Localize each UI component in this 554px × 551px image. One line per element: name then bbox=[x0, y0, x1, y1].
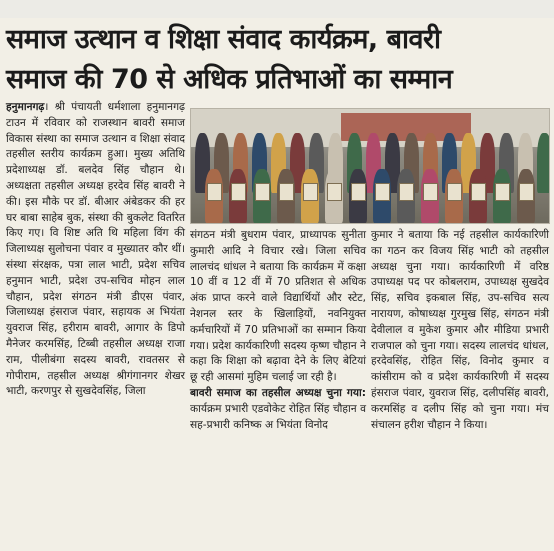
certificate-icon bbox=[399, 183, 414, 201]
certificate-icon bbox=[495, 183, 510, 201]
certificate-icon bbox=[471, 183, 486, 201]
article-column-3 bbox=[371, 228, 549, 433]
column-2-subhead: बावरी समाज का तहसील अध्यक्ष चुना गया: bbox=[190, 386, 366, 399]
article-column-2 bbox=[190, 228, 366, 433]
page-top-strip bbox=[0, 0, 554, 18]
headline-line-1: समाज उत्थान व शिक्षा संवाद कार्यक्रम, बावरी bbox=[6, 24, 441, 55]
headline-line-2: समाज की 70 से अधिक प्रतिभाओं का सम्मान bbox=[6, 64, 453, 95]
certificate-icon bbox=[351, 183, 366, 201]
certificate-icon bbox=[255, 183, 270, 201]
certificate-icon bbox=[279, 183, 294, 201]
certificate-icon bbox=[375, 183, 390, 201]
photo-person bbox=[537, 133, 550, 193]
certificate-icon bbox=[303, 183, 318, 201]
certificate-icon bbox=[447, 183, 462, 201]
column-3-text: कुमार ने बताया कि नई तहसील कार्यकारिणी का गठन कर विजय सिंह भाटी को तहसील अध्यक्ष चुना गया। कार्यकारिणी में वरिष्ठ उपाध्यक्ष पद पर कोबलराम, उपाध्यक्ष सुखदेव सिंह, सचिव इकबाल सिंह, उप-सचिव सत्य नारायण, कोषाध्यक्ष गुरमुख सिंह, संगठन मंत्री देवीलाल व मुकेश कुमार और मीडिया प्रभारी राजपाल को चुना गया। सदस्य लालचंद धांधल, हरदेवसिंह, रोहित सिंह, विनोद कुमार व कांसीराम को व प्रदेश कार्यकारिणी में सदस्य हंसराज पंवार, युवराज सिंह, दलीपसिंह बावरी, करमसिंह व दलीप सिंह को चुना गया। मंच संचालन हरीश चौहान ने किया। bbox=[371, 229, 549, 431]
certificate-icon bbox=[327, 183, 342, 201]
certificate-icon bbox=[519, 183, 534, 201]
column-2-text: संगठन मंत्री बुधराम पंवार, प्राध्यापक सुनीता कुमारी आदि ने विचार रखे। जिला सचिव लालचंद धांधल ने बताया कि कार्यक्रम में कक्षा 10 वीं व 12 वीं में 70 प्रतिशत से अधिक अंक प्राप्त करने वाले विद्यार्थियों और स्टेट, नेशनल स्तर के खिलाड़ियों, नवनियुक्त कर्मचारियों में 70 प्रतिभाओं का सम्मान किया गया। प्रदेश कार्यकारिणी सदस्य कृष्ण चौहान ने कहा कि शिक्षा को बढ़ावा देने के लिए बेटियां छू रही आसमां मुहिम चलाई जा रही है। bbox=[190, 229, 366, 384]
certificate-icon bbox=[423, 183, 438, 201]
group-photo bbox=[190, 108, 550, 224]
headline bbox=[6, 20, 548, 100]
dateline: हनुमानगढ़ bbox=[6, 101, 45, 113]
article-column-1 bbox=[6, 100, 185, 400]
article-body bbox=[0, 100, 554, 551]
column-2-after-text: कार्यक्रम प्रभारी एडवोकेट रोहित सिंह चौहान व सह-प्रभारी कनिष्क अ भियंता विनोद bbox=[190, 402, 366, 431]
column-1-text: । श्री पंचायती धर्मशाला हनुमानगढ़ टाउन में रविवार को राजस्थान बावरी समाज विकास संस्था का समाज उत्थान व शिक्षा संवाद तहसील स्तरीय कार्यक्रम हुआ। मुख्य अतिथि प्रदेशाध्यक्ष डॉ. बलदेव सिंह चौहान थे। अध्यक्षता तहसील अध्यक्ष हरदेव सिंह बावरी ने की। इस मौके पर डॉ. बीआर अंबेडकर की हर घर बाबा साहेब बुक, संस्था की बुकलेट वितरित किए गए। वि शिष्ट अति थि महिला विंग की जिलाध्यक्ष सुलोचना पंवार व मुख्यातर कौर थीं। संस्था संरक्षक, पत्रा लाल भाटी, प्रदेश सचिव हनुमान भाटी, प्रदेश उप-सचिव मोहन लाल चौहान, प्रदेश संगठन मंत्री डीएस पंवार, जिलाध्यक्ष हंसराज पंवार, सहायक अ भियंता युवराज सिंह, हरीराम बावरी, आगार के डिपो मैनेजर करमसिंह, टिब्बी तहसील अध्यक्ष राजा राम, पीलीबंगा सदस्य बावरी, रावतसर से गोपीराम, तहसील अध्यक्ष श्रीगंगानगर शेखर भाटी, करणपुर से सुखदेवसिंह, जिला bbox=[6, 101, 185, 398]
certificate-icon bbox=[231, 183, 246, 201]
certificate-icon bbox=[207, 183, 222, 201]
